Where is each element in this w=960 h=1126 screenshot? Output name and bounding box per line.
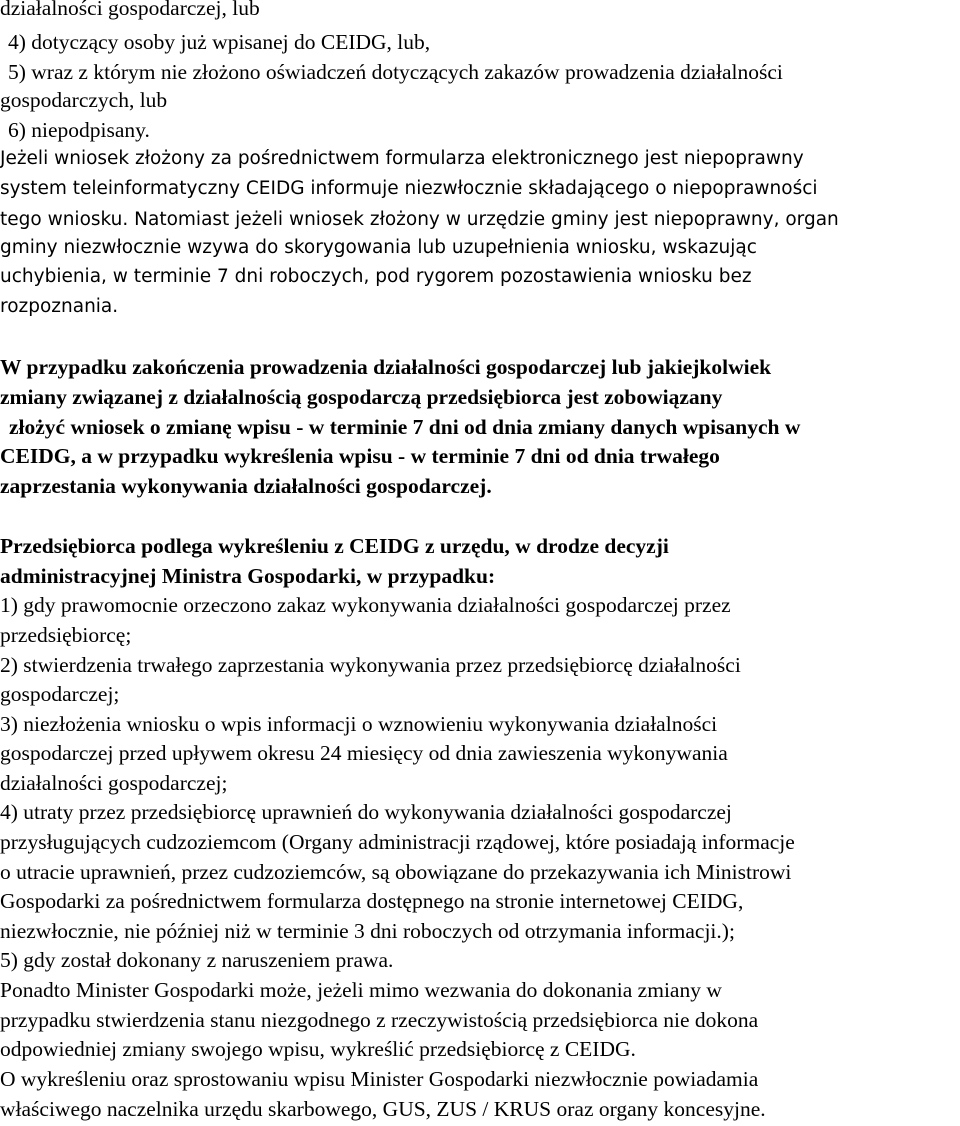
removal-line-17: O wykreśleniu oraz sprostowaniu wpisu Minister Gospodarki niezwłocznie powiadamia bbox=[0, 1067, 759, 1091]
incorrect-line-4: gminy niezwłocznie wzywa do skorygowania lub uzupełnienia wniosku, wskazując bbox=[0, 237, 757, 258]
removal-line-3: 2) stwierdzenia trwałego zaprzestania wykonywania przez przedsiębiorcę działalności bbox=[0, 653, 741, 677]
incorrect-line-5: uchybienia, w terminie 7 dni roboczych, pod rygorem pozostawienia wniosku bez bbox=[0, 266, 752, 287]
removal-line-16: odpowiedniej zmiany swojego wpisu, wykreślić przedsiębiorcę z CEIDG. bbox=[0, 1037, 636, 1061]
obligation-line-4: CEIDG, a w przypadku wykreślenia wpisu - w terminie 7 dni od dnia trwałego bbox=[0, 444, 720, 468]
obligation-line-3: złożyć wniosek o zmianę wpisu - w terminie 7 dni od dnia zmiany danych wpisanych w bbox=[9, 415, 801, 439]
removal-line-9: przysługujących cudzoziemcom (Organy administracji rządowej, które posiadają informacje bbox=[0, 830, 795, 854]
removal-line-5: 3) niezłożenia wniosku o wpis informacji o wznowieniu wykonywania działalności bbox=[0, 712, 718, 736]
obligation-line-5: zaprzestania wykonywania działalności gospodarczej. bbox=[0, 474, 492, 498]
incorrect-line-3 bbox=[0, 203, 839, 235]
incorrect-line-3-start: tego wniosku. bbox=[0, 209, 129, 230]
intro-line-4: gospodarczych, lub bbox=[0, 88, 168, 112]
removal-line-8: 4) utraty przez przedsiębiorcę uprawnień do wykonywania działalności gospodarczej bbox=[0, 800, 732, 824]
intro-line-5: 6) niepodpisany. bbox=[8, 118, 150, 142]
removal-heading-line-2-normal: administracyjnej Ministra Gospodarki bbox=[0, 564, 356, 588]
intro-line-2: 4) dotyczący osoby już wpisanej do CEIDG, lub, bbox=[8, 30, 431, 54]
removal-line-11: Gospodarki za pośrednictwem formularza dostępnego na stronie internetowej CEIDG, bbox=[0, 889, 744, 913]
removal-line-15: przypadku stwierdzenia stanu niezgodnego z rzeczywistością przedsiębiorca nie dokona bbox=[0, 1008, 759, 1032]
removal-line-10: o utracie uprawnień, przez cudzoziemców, są obowiązane do przekazywania ich Ministrowi bbox=[0, 860, 792, 884]
removal-line-1: 1) gdy prawomocnie orzeczono zakaz wykonywania działalności gospodarczej przez bbox=[0, 593, 731, 617]
incorrect-line-6: rozpoznania. bbox=[0, 296, 119, 317]
removal-heading-line-2-bold: , w przypadku: bbox=[355, 564, 496, 588]
removal-line-12: niezwłocznie, nie później niż w terminie 3 dni roboczych od otrzymania informacji.); bbox=[0, 919, 735, 943]
incorrect-line-2: system teleinformatyczny CEIDG informuje niezwłocznie składającego o niepoprawności bbox=[0, 178, 818, 199]
removal-heading-line-1: Przedsiębiorca podlega wykreśleniu z CEIDG z urzędu, w drodze decyzji bbox=[0, 534, 669, 558]
incorrect-line-1: Jeżeli wniosek złożony za pośrednictwem formularza elektronicznego jest niepoprawny bbox=[0, 148, 804, 169]
obligation-line-2: zmiany związanej z działalnością gospodarczą przedsiębiorca jest zobowiązany bbox=[0, 385, 723, 409]
removal-heading-line-2 bbox=[0, 561, 495, 591]
removal-line-4: gospodarczej; bbox=[0, 682, 120, 706]
removal-line-14: Ponadto Minister Gospodarki może, jeżeli mimo wezwania do dokonania zmiany w bbox=[0, 978, 722, 1002]
removal-line-2: przedsiębiorcę; bbox=[0, 623, 132, 647]
removal-line-6: gospodarczej przed upływem okresu 24 miesięcy od dnia zawieszenia wykonywania bbox=[0, 741, 728, 765]
intro-line-3: 5) wraz z którym nie złożono oświadczeń dotyczących zakazów prowadzenia działalności bbox=[8, 60, 783, 84]
intro-line-1: działalności gospodarczej, lub bbox=[0, 0, 260, 20]
removal-line-13: 5) gdy został dokonany z naruszeniem prawa. bbox=[0, 948, 394, 972]
incorrect-line-3-rest: Natomiast jeżeli wniosek złożony w urzędzie gminy jest niepoprawny, organ bbox=[128, 209, 839, 230]
obligation-line-1: W przypadku zakończenia prowadzenia działalności gospodarczej lub jakiejkolwiek bbox=[0, 355, 772, 379]
removal-line-7: działalności gospodarczej; bbox=[0, 771, 228, 795]
removal-line-18: właściwego naczelnika urzędu skarbowego, GUS, ZUS / KRUS oraz organy koncesyjne. bbox=[0, 1097, 766, 1121]
